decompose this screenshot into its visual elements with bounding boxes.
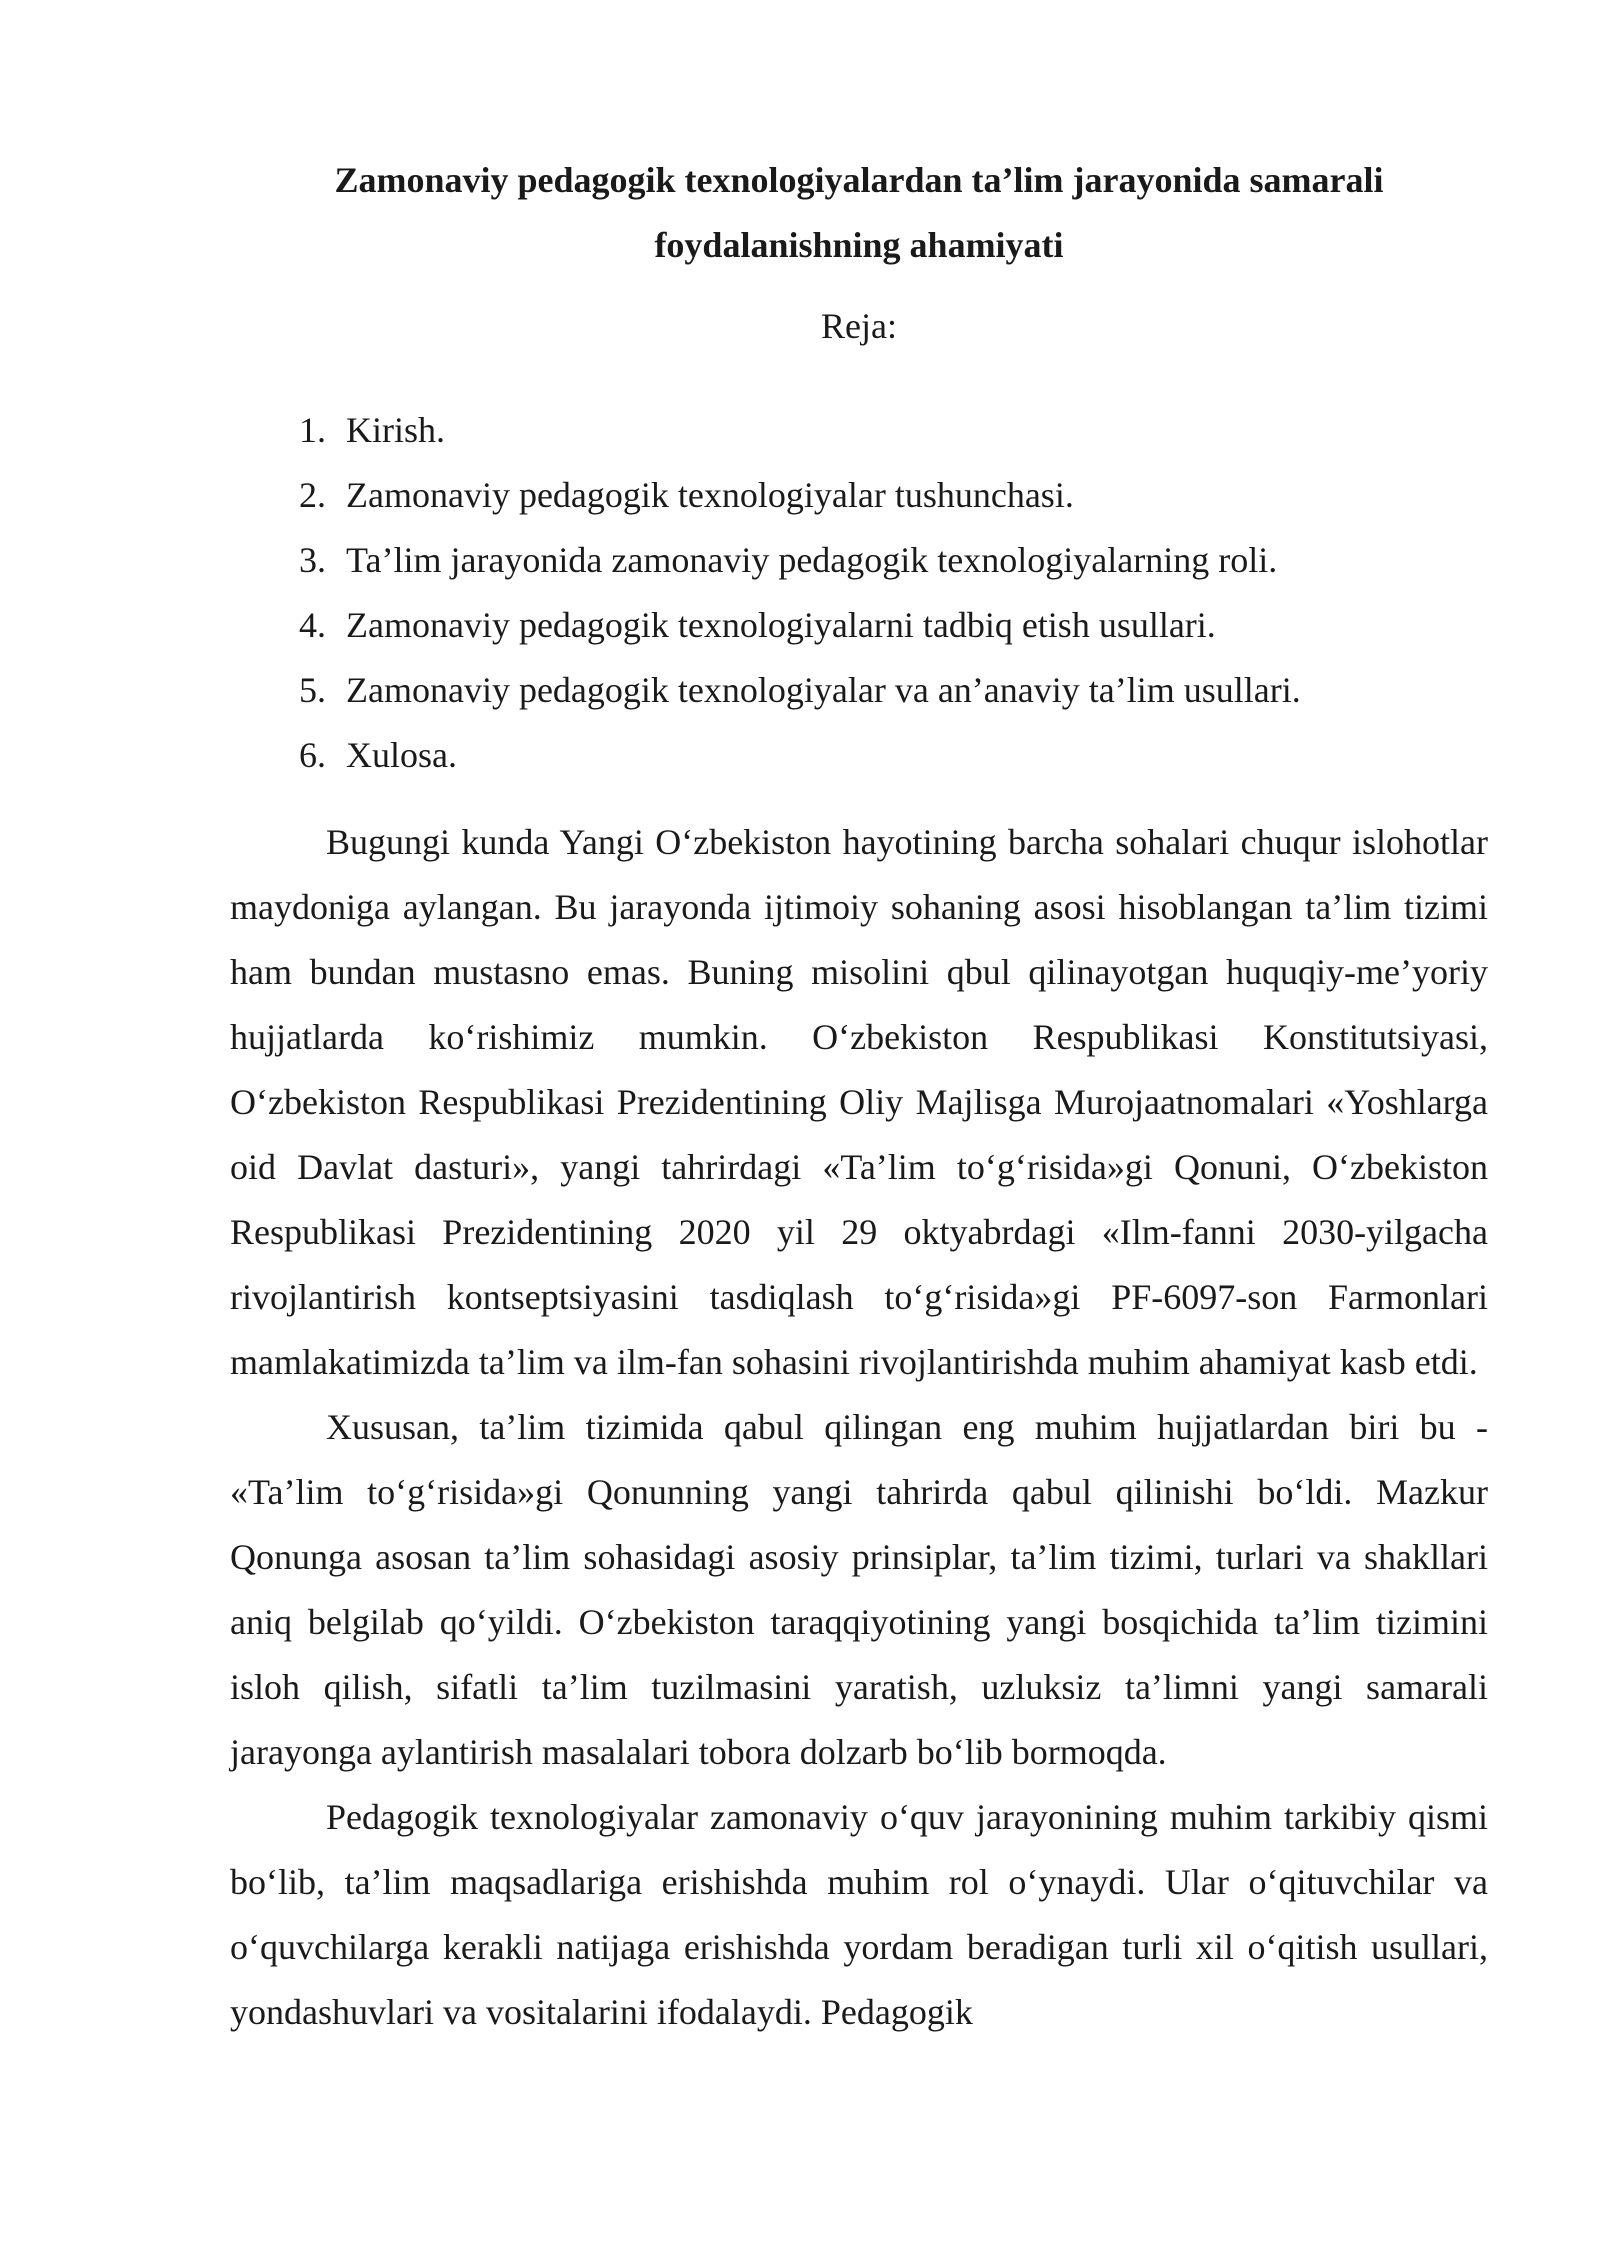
plan-item [230, 528, 1488, 593]
plan-item-number: 6. [299, 735, 326, 775]
plan-item-number: 2. [299, 475, 326, 515]
plan-heading: Reja: [821, 306, 897, 346]
plan-item-text: Zamonaviy pedagogik texnologiyalar va an’anaviy ta’lim usullari. [346, 670, 1301, 710]
paragraph-2: Xususan, ta’lim tizimida qabul qilingan eng muhim hujjatlardan biri bu - «Ta’lim to‘g‘risida»gi Qonunning yangi tahrirda qabul qilinishi bo‘ldi. Mazkur Qonunga asosan ta’lim sohasidagi asosiy prinsiplar, ta’lim tizimi, turlari va shakllari aniq belgilab qo‘yildi. O‘zbekiston taraqqiyotining yangi bosqichida ta’lim tizimini isloh qilish, sifatli ta’lim tuzilmasini yaratish, uzluksiz ta’limni yangi samarali jarayonga aylantirish masalalari tobora dolzarb bo‘lib bormoqda. [230, 1407, 1488, 1772]
plan-item [230, 463, 1488, 528]
plan-item-text: Zamonaviy pedagogik texnologiyalar tushunchasi. [346, 475, 1074, 515]
plan-item-number: 1. [299, 410, 326, 450]
title-line-2: foydalanishning ahamiyati [654, 225, 1064, 265]
plan-item-text: Xulosa. [346, 735, 457, 775]
plan-item-number: 5. [299, 670, 326, 710]
plan-list [230, 398, 1488, 788]
plan-item [230, 593, 1488, 658]
title-line-1: Zamonaviy pedagogik texnologiyalardan ta’lim jarayonida samarali [334, 160, 1384, 200]
plan-item [230, 658, 1488, 723]
paragraph-1: Bugungi kunda Yangi O‘zbekiston hayotining barcha sohalari chuqur islohotlar maydoniga aylangan. Bu jarayonda ijtimoiy sohaning asosi hisoblangan ta’lim tizimi ham bundan mustasno emas. Buning misolini qbul qilinayotgan huquqiy-me’yoriy hujjatlarda ko‘rishimiz mumkin. O‘zbekiston Respublikasi Konstitutsiyasi, O‘zbekiston Respublikasi Prezidentining Oliy Majlisga Murojaatnomalari «Yoshlarga oid Davlat dasturi», yangi tahrirdagi «Ta’lim to‘g‘risida»gi Qonuni, O‘zbekiston Respublikasi Prezidentining 2020 yil 29 oktyabrdagi «Ilm-fanni 2030-yilgacha rivojlantirish kontseptsiyasini tasdiqlash to‘g‘risida»gi PF-6097-son Farmonlari mamlakatimizda ta’lim va ilm-fan sohasini rivojlantirishda muhim ahamiyat kasb etdi. [230, 822, 1488, 1382]
plan-item-number: 3. [299, 540, 326, 580]
body-text [230, 810, 1488, 2045]
plan-item-text: Ta’lim jarayonida zamonaviy pedagogik texnologiyalarning roli. [346, 540, 1278, 580]
plan-item-number: 4. [299, 605, 326, 645]
plan-item [230, 398, 1488, 463]
paragraph-3: Pedagogik texnologiyalar zamonaviy o‘quv jarayonining muhim tarkibiy qismi bo‘lib, ta’lim maqsadlariga erishishda muhim rol o‘ynaydi. Ular o‘qituvchilar va o‘quvchilarga kerakli natijaga erishishda yordam beradigan turli xil o‘qitish usullari, yondashuvlari va vositalarini ifodalaydi. Pedagogik [230, 1797, 1488, 2032]
plan-item-text: Kirish. [346, 410, 445, 450]
plan-item [230, 723, 1488, 788]
plan-item-text: Zamonaviy pedagogik texnologiyalarni tadbiq etish usullari. [346, 605, 1216, 645]
document-title [230, 148, 1488, 278]
